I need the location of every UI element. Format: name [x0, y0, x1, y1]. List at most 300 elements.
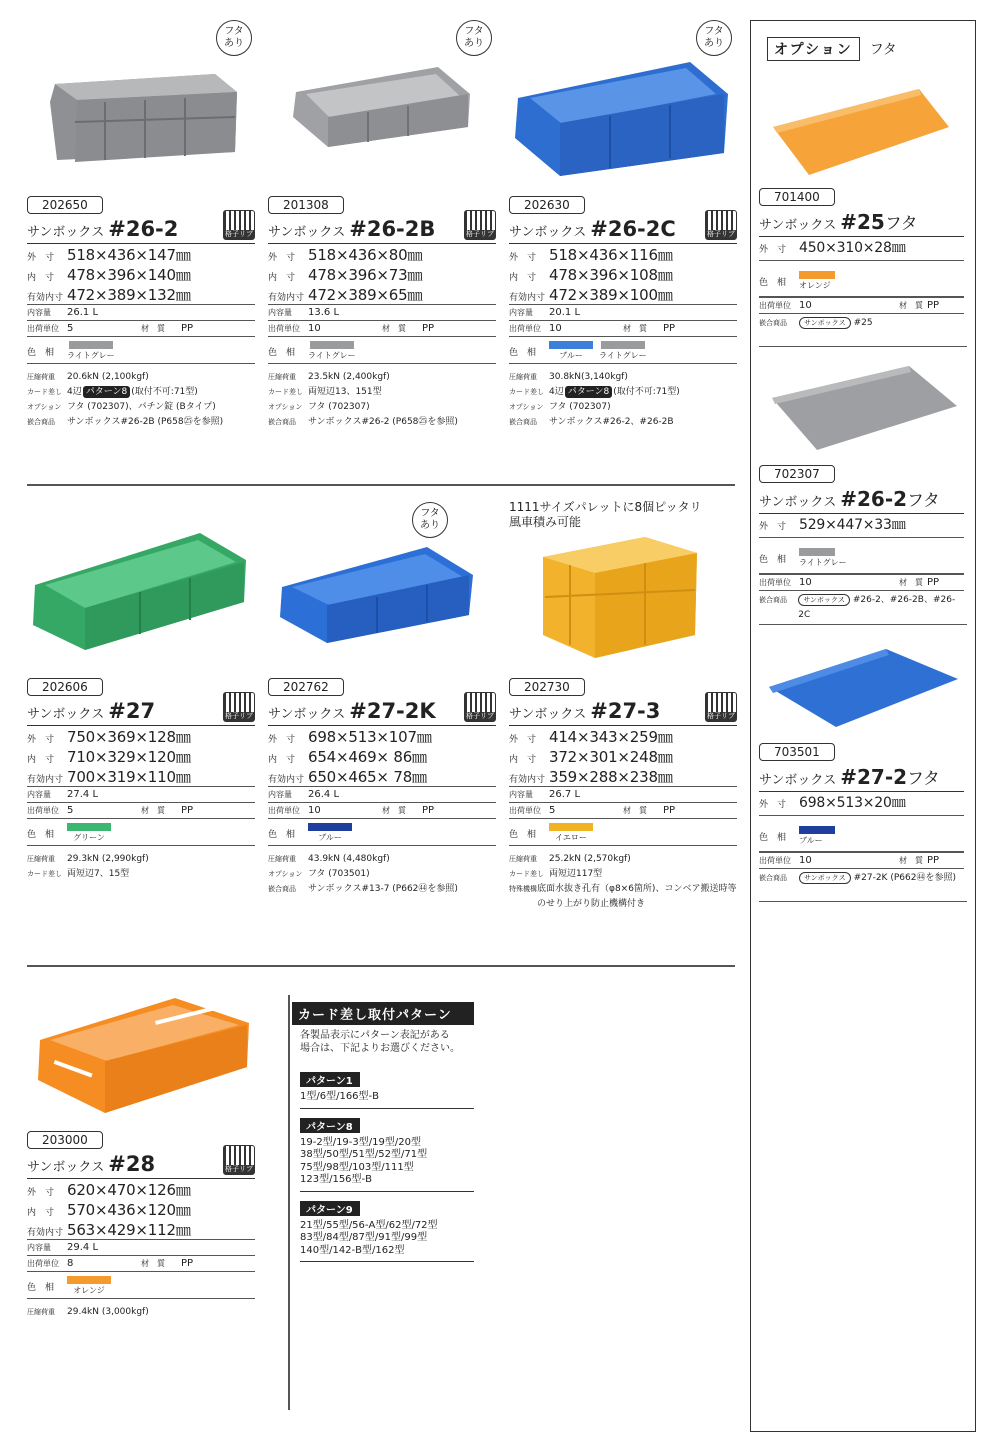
effective-dimension-value: 563×429×112㎜ [67, 1221, 191, 1239]
note-text: 29.4kN (3,000kgf) [67, 1307, 149, 1317]
note-label: 圧縮荷重 [27, 855, 55, 863]
capacity-row [509, 304, 737, 320]
color-swatch [67, 1276, 111, 1296]
color-chip [799, 548, 835, 556]
effective-dimension-value: 650×465× 78㎜ [308, 768, 427, 786]
unit-material-row [759, 574, 964, 590]
unit-cell [759, 855, 899, 866]
field-label: 色 相 [27, 830, 55, 840]
unit-value: 10 [308, 323, 321, 334]
spec-note [268, 385, 496, 400]
inner-dimension-value: 478×396×108㎜ [549, 266, 673, 284]
spec-note [509, 882, 737, 912]
option-number: #26-2 [840, 487, 908, 511]
color-name: オレンジ [73, 1286, 105, 1295]
spec-note [509, 400, 737, 415]
product-card-27 [27, 676, 255, 882]
lattice-rib-icon [464, 210, 496, 240]
lattice-rib-label: 格子リブ [466, 230, 494, 238]
inner-dimension [27, 1199, 255, 1219]
field-label: 外 寸 [268, 735, 296, 745]
unit-value: 8 [67, 1258, 74, 1269]
material-value: PP [422, 323, 435, 334]
note-label: 嵌合商品 [268, 885, 296, 893]
pattern-line: 21型/55型/56-A型/62型/72型 [300, 1219, 438, 1231]
product-number: #26-2C [590, 217, 676, 241]
material-value: PP [181, 805, 194, 816]
field-label: 材 質 [899, 301, 923, 310]
capacity-row [27, 304, 255, 320]
lattice-rib-icon [223, 692, 255, 722]
note-label: オプション [509, 403, 544, 411]
unit-cell [509, 805, 623, 816]
lattice-rib-label: 格子リブ [707, 712, 735, 720]
product-number: #26-2B [349, 217, 436, 241]
outer-dimension [509, 726, 737, 746]
color-swatch [599, 341, 647, 361]
outer-dimension-value: 698×513×107㎜ [308, 728, 432, 746]
material-cell [899, 855, 964, 866]
field-label: 有効内寸 [27, 1228, 64, 1238]
pattern-body [300, 1091, 474, 1109]
color-name: ブルー [559, 351, 583, 360]
note-text: 29.3kN (2,990kgf) [67, 854, 149, 864]
option-prefix: サンボックス [759, 218, 837, 233]
inner-dimension-value: 654×469× 86㎜ [308, 748, 427, 766]
outer-dimension-value: 750×369×128㎜ [67, 728, 191, 746]
pattern-body [300, 1137, 474, 1192]
fit-value: #26-2、#26-2B、#26-2C [798, 595, 956, 620]
note-text: 両短辺7、15型 [67, 869, 130, 879]
field-label: 外 寸 [268, 253, 296, 263]
note-post: (取付不可:71型) [613, 387, 680, 397]
lid-image-26-2 [769, 366, 959, 455]
product-image-27 [30, 530, 250, 660]
field-label: 材 質 [141, 1259, 165, 1268]
outer-dimension-value: 698×513×20㎜ [799, 795, 906, 811]
note-label: オプション [27, 403, 62, 411]
color-name: ライトグレー [799, 558, 847, 567]
inner-dimension [27, 264, 255, 284]
capacity-value: 13.6 L [308, 307, 340, 318]
spec-notes [509, 852, 737, 912]
color-swatch [799, 271, 835, 291]
note-text: 23.5kN (2,400kgf) [308, 372, 390, 382]
option-name [759, 486, 964, 514]
column-divider [288, 995, 290, 1410]
lattice-rib-label: 格子リブ [707, 230, 735, 238]
field-label: 内容量 [268, 790, 292, 799]
outer-dimension [509, 244, 737, 264]
inner-dimension [509, 264, 737, 284]
material-value: PP [181, 1258, 194, 1269]
futa-badge: フタ あり [696, 20, 732, 56]
note-text: 両短辺13、151型 [308, 387, 382, 397]
note-label: 圧縮荷重 [509, 855, 537, 863]
outer-dimension-value: 518×436×80㎜ [308, 246, 423, 264]
fit-bubble: サンボックス [799, 872, 851, 884]
field-label: 材 質 [382, 324, 406, 333]
product-image-26-2c [510, 58, 735, 188]
field-label: 材 質 [623, 324, 647, 333]
field-label: 内容量 [509, 308, 533, 317]
material-cell [623, 805, 737, 816]
note-label: 圧縮荷重 [27, 1308, 55, 1316]
unit-value: 5 [549, 805, 556, 816]
note-label: 嵌合商品 [27, 418, 55, 426]
color-swatch [799, 548, 847, 568]
product-prefix: サンボックス [27, 1160, 105, 1175]
outer-dimension [27, 1179, 255, 1199]
field-label: 有効内寸 [509, 775, 546, 785]
lattice-rib-icon [705, 692, 737, 722]
pattern-line: 83型/84型/87型/91型/99型 [300, 1232, 428, 1243]
product-number: #28 [108, 1152, 156, 1176]
product-prefix: サンボックス [27, 225, 105, 240]
inner-dimension [27, 746, 255, 766]
pattern-body [300, 1220, 474, 1263]
spec-note [509, 385, 737, 400]
color-row [509, 818, 737, 846]
product-card-27-3 [509, 676, 737, 912]
note-label: 特殊機構 [509, 885, 537, 893]
spec-note [268, 370, 496, 385]
spec-notes [27, 370, 255, 430]
color-swatch [308, 341, 356, 361]
pattern-line: 123型/156型-B [300, 1174, 373, 1185]
option-card-703501 [759, 741, 964, 886]
lid-image-27-2 [766, 649, 961, 733]
note-text: 20.6kN (2,100kgf) [67, 372, 149, 382]
card-pattern-panel [292, 1002, 474, 1268]
color-name: イエロー [555, 833, 587, 842]
lattice-rib-label: 格子リブ [466, 712, 494, 720]
product-number: #27-3 [590, 699, 661, 723]
field-label: 内容量 [509, 790, 533, 799]
field-label: 材 質 [141, 324, 165, 333]
lid-image-25 [769, 87, 951, 181]
color-row [509, 336, 737, 364]
material-value: PP [927, 300, 940, 311]
option-code: 703501 [759, 743, 835, 761]
fit-text [799, 316, 873, 331]
effective-dimension [27, 1219, 255, 1239]
product-card-27-2k [268, 676, 496, 897]
pattern-tag: パターン8 [83, 386, 131, 398]
option-code: 702307 [759, 465, 835, 483]
effective-dimension-value: 700×319×110㎜ [67, 768, 191, 786]
material-cell [141, 1258, 255, 1269]
field-label: 嵌合商品 [759, 596, 787, 604]
spec-note [509, 370, 737, 385]
color-chip [69, 341, 113, 349]
product-number: #26-2 [108, 217, 179, 241]
field-label: 外 寸 [27, 253, 55, 263]
color-row [759, 267, 964, 297]
color-swatch [67, 823, 111, 843]
field-label: 内 寸 [27, 1208, 55, 1218]
inner-dimension-value: 372×301×248㎜ [549, 748, 673, 766]
color-swatch [549, 823, 593, 843]
capacity-value: 26.4 L [308, 789, 340, 800]
spec-note [268, 882, 496, 897]
option-number: #27-2 [840, 765, 908, 789]
product-name [509, 699, 737, 726]
product-code: 202762 [268, 678, 344, 696]
product-image-28 [35, 995, 255, 1125]
unit-cell [268, 805, 382, 816]
note-label: カード差し [27, 870, 62, 878]
fit-value: #27-2K (P662㊹を参照) [853, 873, 956, 883]
unit-material-row [268, 802, 496, 818]
color-chip [601, 341, 645, 349]
field-label: 出荷単位 [268, 806, 300, 815]
outer-dimension-value: 518×436×116㎜ [549, 246, 673, 264]
field-label: 出荷単位 [27, 324, 59, 333]
futa-badge: フタ あり [216, 20, 252, 56]
color-chip [67, 823, 111, 831]
product-name [509, 217, 737, 244]
field-label: 出荷単位 [509, 324, 541, 333]
field-label: 嵌合商品 [759, 874, 787, 882]
note-text [549, 385, 680, 400]
capacity-row [27, 786, 255, 802]
pattern-heading: パターン9 [300, 1201, 360, 1216]
color-chip [67, 1276, 111, 1284]
field-label: 材 質 [899, 856, 923, 865]
spec-notes [27, 852, 255, 882]
product-prefix: サンボックス [268, 707, 346, 722]
sidebar-divider [759, 901, 967, 902]
capacity-value: 26.7 L [549, 789, 581, 800]
effective-dimension-value: 472×389×65㎜ [308, 286, 423, 304]
material-value: PP [181, 323, 194, 334]
field-label: 出荷単位 [268, 324, 300, 333]
capacity-value: 29.4 L [67, 1242, 99, 1253]
color-name: ブルー [799, 836, 823, 845]
product-name [268, 699, 496, 726]
color-name: ライトグレー [599, 351, 647, 360]
field-label: 出荷単位 [759, 856, 791, 865]
unit-material-row [759, 852, 964, 868]
spec-note [27, 852, 255, 867]
spec-note [27, 370, 255, 385]
note-text: 25.2kN (2,570kgf) [549, 854, 631, 864]
material-cell [899, 300, 964, 311]
capacity-row [268, 786, 496, 802]
capacity-value: 26.1 L [67, 307, 99, 318]
field-label: 材 質 [623, 806, 647, 815]
unit-cell [27, 1258, 141, 1269]
fit-bubble: サンボックス [799, 317, 851, 329]
effective-dimension [509, 766, 737, 786]
product-code: 201308 [268, 196, 344, 214]
product-prefix: サンボックス [268, 225, 346, 240]
fit-row [759, 868, 964, 886]
spec-note [509, 867, 737, 882]
outer-dimension-value: 518×436×147㎜ [67, 246, 191, 264]
color-name: グリーン [73, 833, 105, 842]
fit-value: #25 [853, 318, 873, 328]
field-label: 内 寸 [509, 755, 537, 765]
product-code: 203000 [27, 1131, 103, 1149]
unit-material-row [27, 1255, 255, 1271]
note-text: サンボックス#13-7 (P662㊹を参照) [308, 884, 458, 894]
note-label: オプション [268, 403, 303, 411]
outer-dimension-value: 450×310×28㎜ [799, 240, 906, 256]
option-suffix: フタ [907, 491, 940, 511]
product-image-26-2b [288, 62, 478, 192]
unit-material-row [27, 802, 255, 818]
effective-dimension [27, 284, 255, 304]
field-label: 有効内寸 [27, 775, 64, 785]
product-number: #27 [108, 699, 156, 723]
spec-note [268, 852, 496, 867]
field-label: 出荷単位 [759, 301, 791, 310]
inner-dimension [268, 264, 496, 284]
note-pre: 4辺 [67, 387, 82, 397]
field-label: 外 寸 [27, 1188, 55, 1198]
note-label: 嵌合商品 [268, 418, 296, 426]
product-name [27, 1152, 255, 1179]
note-label: カード差し [509, 870, 544, 878]
spec-note [27, 385, 255, 400]
option-number: #25 [840, 210, 885, 234]
outer-dimension [759, 237, 964, 261]
product-prefix: サンボックス [27, 707, 105, 722]
outer-dimension [27, 726, 255, 746]
spec-notes [268, 370, 496, 430]
material-cell [623, 323, 737, 334]
unit-cell [509, 323, 623, 334]
note-label: 圧縮荷重 [27, 373, 55, 381]
unit-material-row [509, 802, 737, 818]
product-image-27-3 [540, 535, 700, 665]
field-label: 色 相 [27, 1283, 55, 1293]
option-prefix: サンボックス [759, 495, 837, 510]
lattice-rib-icon [223, 210, 255, 240]
inner-dimension-value: 570×436×120㎜ [67, 1201, 191, 1219]
unit-value: 10 [549, 323, 562, 334]
outer-dimension [27, 244, 255, 264]
color-row [27, 818, 255, 846]
field-label: 色 相 [509, 830, 537, 840]
note-label: 圧縮荷重 [268, 373, 296, 381]
unit-material-row [27, 320, 255, 336]
field-label: 内 寸 [27, 755, 55, 765]
note-text: 30.8kN(3,140kgf) [549, 372, 628, 382]
spec-note [27, 400, 255, 415]
field-label: 出荷単位 [759, 578, 791, 587]
field-label: 外 寸 [759, 800, 787, 810]
color-swatch [308, 823, 352, 843]
unit-cell [759, 577, 899, 588]
color-row [27, 1271, 255, 1299]
field-label: 出荷単位 [509, 806, 541, 815]
color-row [759, 544, 964, 574]
note-text: フタ (702307) [549, 402, 611, 412]
field-label: 内 寸 [509, 273, 537, 283]
capacity-value: 27.4 L [67, 789, 99, 800]
pattern-title: カード差し取付パターン [292, 1002, 474, 1025]
note-label: カード差し [27, 388, 62, 396]
option-title-box: オプション [767, 37, 860, 61]
note-text: サンボックス#26-2 (P658㉕を参照) [308, 417, 458, 427]
product-code: 202730 [509, 678, 585, 696]
outer-dimension-value: 529×447×33㎜ [799, 517, 906, 533]
product-card-26-2c [509, 194, 737, 430]
color-swatch [799, 826, 835, 846]
capacity-row [27, 1239, 255, 1255]
effective-dimension [27, 766, 255, 786]
inner-dimension [268, 746, 496, 766]
note-label: カード差し [509, 388, 544, 396]
spec-notes [27, 1305, 255, 1320]
field-label: 外 寸 [509, 735, 537, 745]
color-row [268, 336, 496, 364]
unit-cell [27, 805, 141, 816]
fit-text [799, 871, 956, 886]
field-label: 嵌合商品 [759, 319, 787, 327]
field-label: 有効内寸 [509, 293, 546, 303]
note-text: フタ (702307) [308, 402, 370, 412]
lattice-rib-icon [464, 692, 496, 722]
color-swatch [67, 341, 115, 361]
color-name: ブルー [318, 833, 342, 842]
option-prefix: サンボックス [759, 773, 837, 788]
field-label: 内容量 [27, 790, 51, 799]
color-name: オレンジ [799, 281, 831, 290]
material-value: PP [663, 805, 676, 816]
pattern-description: 各製品表示にパターン表記がある 場合は、下記よりお選びください。 [300, 1030, 460, 1054]
product-image-26-2 [45, 62, 245, 192]
product-name [27, 699, 255, 726]
product-card-26-2 [27, 194, 255, 430]
inner-dimension [509, 746, 737, 766]
product-card-26-2b [268, 194, 496, 430]
field-label: 内 寸 [268, 273, 296, 283]
field-label: 出荷単位 [27, 1259, 59, 1268]
note-label: 圧縮荷重 [509, 373, 537, 381]
effective-dimension [268, 284, 496, 304]
product-name [27, 217, 255, 244]
spec-note [509, 852, 737, 867]
spec-note [268, 867, 496, 882]
pattern-line: 1型/6型/166型-B [300, 1091, 380, 1102]
option-code: 701400 [759, 188, 835, 206]
color-row [759, 822, 964, 852]
outer-dimension [759, 514, 964, 538]
capacity-value: 20.1 L [549, 307, 581, 318]
spec-note [27, 1305, 255, 1320]
product-name [268, 217, 496, 244]
pallet-banner: 1111サイズパレットに8個ピッタリ 風車積み可能 [509, 500, 702, 529]
field-label: 内容量 [27, 308, 51, 317]
note-pre: 4辺 [549, 387, 564, 397]
field-label: 有効内寸 [27, 293, 64, 303]
capacity-row [509, 786, 737, 802]
color-chip [799, 271, 835, 279]
option-card-701400 [759, 186, 964, 331]
spec-note [27, 867, 255, 882]
note-text: サンボックス#26-2、#26-2B [549, 417, 674, 427]
spec-note [509, 415, 737, 430]
note-text: 両短辺117型 [549, 869, 603, 879]
field-label: 色 相 [268, 830, 296, 840]
lattice-rib-icon [223, 1145, 255, 1175]
field-label: 有効内寸 [268, 775, 305, 785]
material-cell [141, 323, 255, 334]
